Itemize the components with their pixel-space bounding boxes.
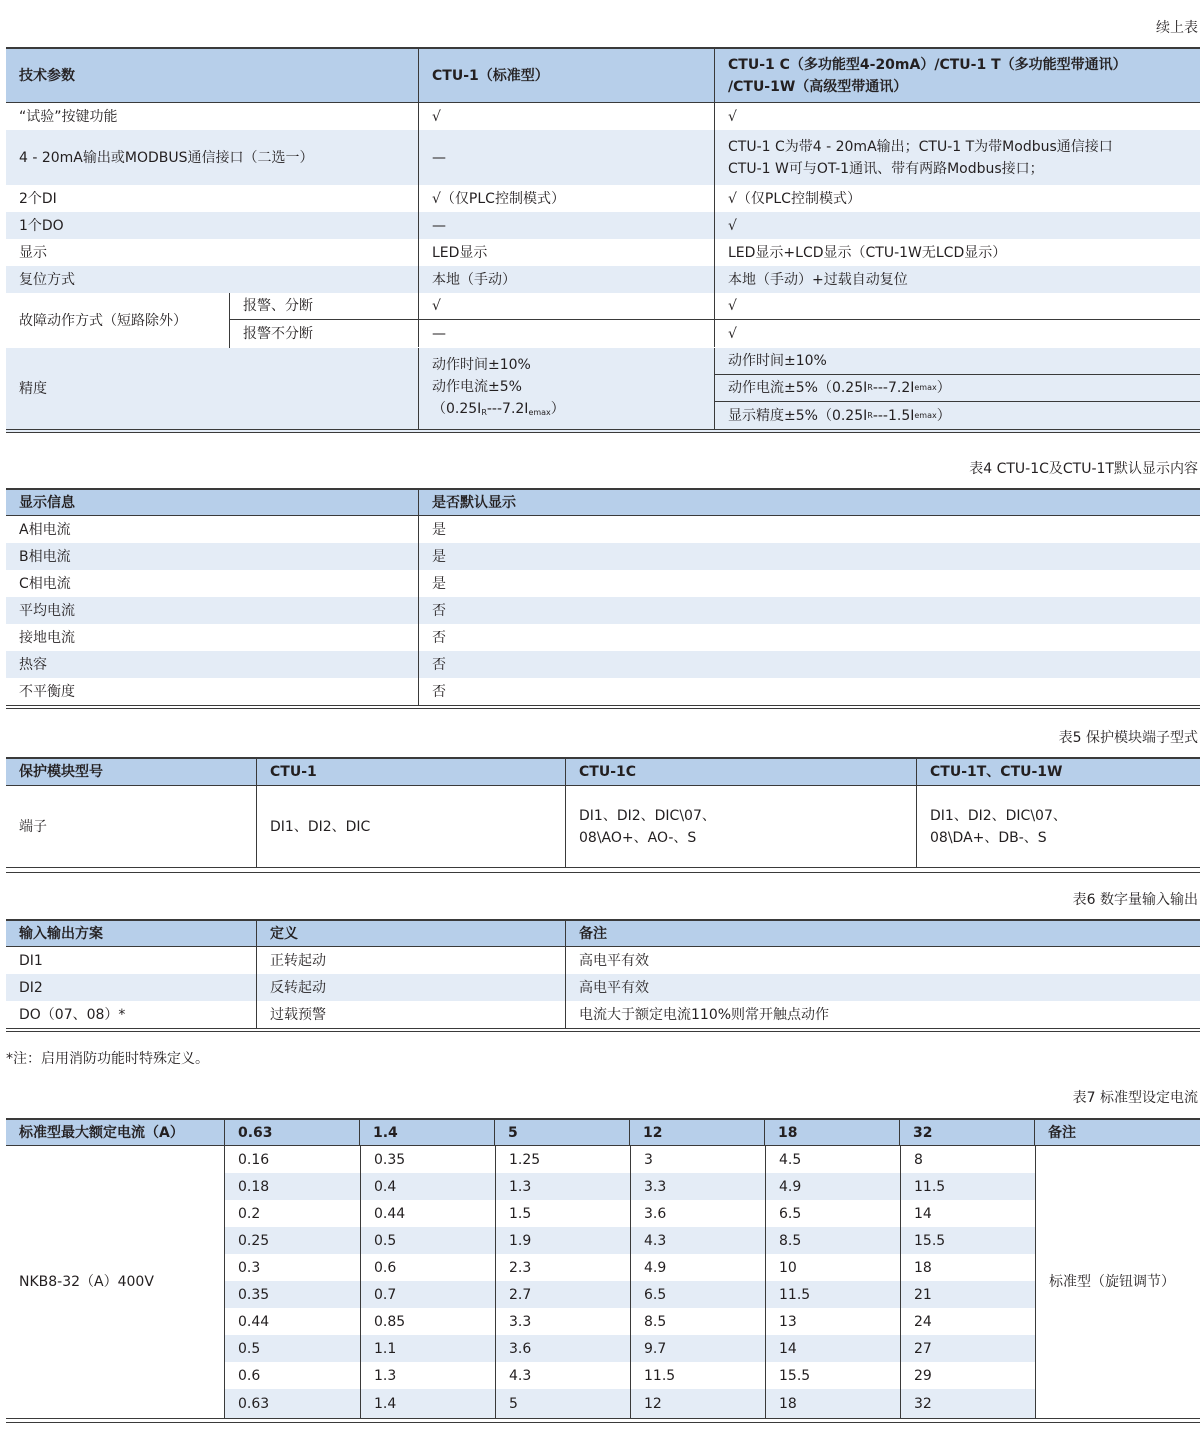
divider — [6, 1419, 1200, 1423]
value-cell: 1.5 — [495, 1200, 630, 1227]
definition-cell: 反转起动 — [256, 974, 565, 1001]
table-row — [6, 130, 1200, 185]
table-header — [6, 919, 1200, 947]
value-cell: 是 — [418, 570, 1200, 597]
value-cell: 12 — [630, 1389, 765, 1418]
param-cell: 2个DI — [19, 190, 57, 207]
scheme-cell: DI2 — [19, 979, 43, 996]
header-cell: 保护模块型号 — [19, 764, 103, 780]
adv-cell: √ — [714, 320, 1200, 347]
value-cell: 6.5 — [630, 1281, 765, 1308]
value-cell: 8 — [900, 1146, 1035, 1173]
value-cell: 0.44 — [360, 1200, 495, 1227]
value-cell: 0.25 — [238, 1232, 270, 1249]
value-cell: 13 — [765, 1308, 900, 1335]
value-cell: 14 — [900, 1200, 1035, 1227]
table-row — [6, 239, 1200, 266]
value-cell: 0.6 — [360, 1254, 495, 1281]
table-row — [225, 1227, 1035, 1254]
adv-cell: √ — [714, 293, 1200, 319]
terminal-cell: DI1、DI2、DIC — [256, 786, 565, 867]
definition-cell: 正转起动 — [256, 947, 565, 974]
header-cell: 5 — [494, 1120, 629, 1145]
table-row — [6, 103, 1200, 130]
info-cell: 热容 — [19, 656, 47, 673]
param-cell: 1个DO — [19, 217, 64, 234]
remark-cell: 高电平有效 — [565, 974, 1200, 1001]
value-cell: 6.5 — [765, 1200, 900, 1227]
table-row — [225, 1200, 1035, 1227]
header-cell: CTU-1 — [256, 759, 565, 785]
adv-cell: LED显示+LCD显示（CTU-1W无LCD显示） — [714, 239, 1200, 266]
std-cell: √（仅PLC控制模式） — [418, 185, 714, 212]
value-cell: 3.6 — [495, 1335, 630, 1362]
table5 — [6, 757, 1200, 873]
terminal-cell: DI1、DI2、DIC\07、 08\DA+、DB-、S — [916, 786, 1200, 867]
header-cell: 12 — [629, 1120, 764, 1145]
value-cell: 4.3 — [495, 1362, 630, 1389]
value-cell: 15.5 — [765, 1362, 900, 1389]
adv-line: 动作时间±10% — [715, 348, 1200, 375]
value-cell: 8.5 — [630, 1308, 765, 1335]
table4 — [6, 488, 1200, 709]
value-cell: 0.44 — [238, 1313, 270, 1330]
info-cell: 平均电流 — [19, 602, 75, 619]
header-cell: 备注 — [1034, 1120, 1200, 1145]
value-cell: 11.5 — [765, 1281, 900, 1308]
value-cell: 1.4 — [360, 1389, 495, 1418]
value-cell: 27 — [900, 1335, 1035, 1362]
header-cell: 18 — [764, 1120, 899, 1145]
value-cell: 0.5 — [360, 1227, 495, 1254]
value-cell: 0.16 — [238, 1151, 270, 1168]
param-cell: 复位方式 — [19, 271, 75, 288]
value-cell: 4.3 — [630, 1227, 765, 1254]
value-cell: 4.9 — [630, 1254, 765, 1281]
header-cell: 标准型最大额定电流（A） — [19, 1124, 184, 1141]
table-row — [6, 786, 1200, 868]
adv-cell: CTU-1 C为带4 - 20mA输出；CTU-1 T为带Modbus通信接口 CTU-1 W可与OT-1通讯、带有两路Modbus接口； — [714, 130, 1200, 185]
value-cell: 15.5 — [900, 1227, 1035, 1254]
table-row — [6, 678, 1200, 709]
table-row — [6, 1001, 1200, 1032]
value-cell: 18 — [900, 1254, 1035, 1281]
value-cell: 8.5 — [765, 1227, 900, 1254]
value-cell: 4.5 — [765, 1146, 900, 1173]
value-cell: 5 — [495, 1389, 630, 1418]
header-cell: 显示信息 — [19, 494, 75, 511]
table-row — [6, 597, 1200, 624]
param-cell: 4 - 20mA输出或MODBUS通信接口（二选一） — [19, 149, 314, 166]
scheme-cell: DI1 — [19, 952, 43, 969]
std-cell: √ — [418, 293, 714, 319]
value-cell: 21 — [900, 1281, 1035, 1308]
header-cell: 输入输出方案 — [19, 925, 103, 942]
value-cell: 14 — [765, 1335, 900, 1362]
table-header — [6, 488, 1200, 516]
std-cell: LED显示 — [418, 239, 714, 266]
table7 — [6, 1118, 1200, 1423]
value-cell: 11.5 — [900, 1173, 1035, 1200]
header-cell: 1.4 — [359, 1120, 494, 1145]
table-row — [225, 1308, 1035, 1335]
value-cell: 0.6 — [238, 1367, 261, 1384]
table6 — [6, 919, 1200, 1032]
table-row — [6, 516, 1200, 543]
std-cell: 动作时间±10% 动作电流±5% $(0.25I_R---7.2I_{emax})$ — [418, 348, 714, 429]
header-cell: CTU-1 C（多功能型4-20mA）/CTU-1 T（多功能型带通讯） /CTU-1W（高级型带通讯） — [714, 49, 1200, 102]
value-cell: 24 — [900, 1308, 1035, 1335]
info-cell: 接地电流 — [19, 629, 75, 646]
table-row — [6, 185, 1200, 212]
std-cell: — — [418, 212, 714, 239]
value-cell: 0.4 — [360, 1173, 495, 1200]
remark-cell: 高电平有效 — [565, 947, 1200, 974]
table6-note: *注：启用消防功能时特殊定义。 — [6, 1051, 209, 1067]
table-row — [225, 1335, 1035, 1362]
value-cell: 0.3 — [238, 1259, 261, 1276]
divider — [6, 868, 1200, 873]
definition-cell: 过载预警 — [256, 1001, 565, 1028]
adv-cell: 本地（手动）+过载自动复位 — [714, 266, 1200, 293]
table-row — [225, 1389, 1035, 1418]
table-row — [225, 1281, 1035, 1308]
adv-cell: √（仅PLC控制模式） — [714, 185, 1200, 212]
table-header — [6, 757, 1200, 786]
std-cell: — — [418, 130, 714, 185]
header-cell: CTU-1C — [565, 759, 916, 785]
adv-cell: √ — [714, 212, 1200, 239]
info-cell: B相电流 — [19, 548, 71, 565]
value-cell: 1.1 — [360, 1335, 495, 1362]
table4-caption: 表4 CTU-1C及CTU-1T默认显示内容 — [969, 461, 1198, 477]
precision-row — [6, 348, 1200, 433]
model-cell: NKB8-32（A）400V — [19, 1274, 154, 1290]
value-cell: 0.85 — [360, 1308, 495, 1335]
table3 — [6, 47, 1200, 433]
fault-row-group — [6, 293, 1200, 348]
value-cell: 3.3 — [630, 1173, 765, 1200]
adv-line: 动作电流±5%（0.25I R ---7.2I emax ） — [715, 375, 1200, 402]
header-cell: CTU-1（标准型） — [418, 49, 714, 102]
table6-caption: 表6 数字量输入输出 — [1072, 892, 1198, 908]
table-header — [6, 47, 1200, 103]
table-row — [6, 212, 1200, 239]
value-cell: 32 — [900, 1389, 1035, 1418]
remark-cell: 标准型（旋钮调节） — [1035, 1146, 1200, 1418]
terminal-cell: DI1、DI2、DIC\07、 08\AO+、AO-、S — [565, 786, 916, 867]
sub-param-cell: 报警不分断 — [243, 325, 313, 342]
param-cell: 精度 — [19, 380, 47, 397]
value-cell: 2.7 — [495, 1281, 630, 1308]
label-cell: 端子 — [19, 818, 47, 835]
value-cell: 否 — [418, 624, 1200, 651]
value-cell: 0.63 — [238, 1395, 270, 1412]
std-cell: — — [418, 320, 714, 347]
table5-caption: 表5 保护模块端子型式 — [1058, 730, 1198, 746]
adv-line: 显示精度±5%（0.25I R ---1.5I emax ） — [728, 407, 951, 424]
value-grid — [224, 1146, 1035, 1418]
table-row — [6, 266, 1200, 293]
table-row — [225, 1173, 1035, 1200]
param-cell: “试验”按键功能 — [19, 108, 118, 125]
value-cell: 0.7 — [360, 1281, 495, 1308]
adv-cell: √ — [714, 103, 1200, 130]
value-cell: 3.3 — [495, 1308, 630, 1335]
value-cell: 0.35 — [238, 1286, 270, 1303]
value-cell: 2.3 — [495, 1254, 630, 1281]
table-row — [230, 320, 1200, 347]
value-cell: 否 — [418, 651, 1200, 678]
header-cell: 备注 — [565, 921, 1200, 946]
value-cell: 是 — [418, 516, 1200, 543]
table-row — [6, 651, 1200, 678]
info-cell: A相电流 — [19, 521, 71, 538]
value-cell: 否 — [418, 678, 1200, 705]
value-cell: 18 — [765, 1389, 900, 1418]
adv-cell — [714, 348, 1200, 429]
value-cell: 3.6 — [630, 1200, 765, 1227]
header-cell: 技术参数 — [19, 67, 75, 84]
header-cell: 32 — [899, 1120, 1034, 1145]
value-cell: 4.9 — [765, 1173, 900, 1200]
table-row — [6, 570, 1200, 597]
value-cell: 1.9 — [495, 1227, 630, 1254]
value-cell: 0.2 — [238, 1205, 261, 1222]
header-cell: 0.63 — [224, 1120, 359, 1145]
table-row — [6, 543, 1200, 570]
value-cell: 1.25 — [495, 1146, 630, 1173]
value-cell: 3 — [630, 1146, 765, 1173]
param-cell: 显示 — [19, 244, 47, 261]
table-row — [225, 1362, 1035, 1389]
value-cell: 29 — [900, 1362, 1035, 1389]
sub-param-cell: 报警、分断 — [243, 298, 313, 314]
table-row — [230, 293, 1200, 320]
table-row — [225, 1254, 1035, 1281]
std-cell: √ — [418, 103, 714, 130]
param-cell: 故障动作方式（短路除外） — [19, 312, 187, 329]
table7-caption: 表7 标准型设定电流 — [1072, 1090, 1198, 1106]
value-cell: 9.7 — [630, 1335, 765, 1362]
std-cell: 本地（手动） — [418, 266, 714, 293]
header-cell: 定义 — [256, 921, 565, 946]
value-cell: 0.18 — [238, 1178, 270, 1195]
table-row — [225, 1146, 1035, 1173]
value-cell: 10 — [765, 1254, 900, 1281]
value-cell: 11.5 — [630, 1362, 765, 1389]
value-cell: 1.3 — [360, 1362, 495, 1389]
remark-cell: 电流大于额定电流110%则常开触点动作 — [565, 1001, 1200, 1028]
value-cell: 1.3 — [495, 1173, 630, 1200]
info-cell: 不平衡度 — [19, 683, 75, 700]
table-row — [6, 624, 1200, 651]
table-header — [6, 1118, 1200, 1146]
info-cell: C相电流 — [19, 575, 71, 592]
value-cell: 是 — [418, 543, 1200, 570]
header-cell: CTU-1T、CTU-1W — [916, 759, 1200, 785]
value-cell: 0.35 — [360, 1146, 495, 1173]
scheme-cell: DO（07、08）* — [19, 1006, 126, 1023]
value-cell: 否 — [418, 597, 1200, 624]
table-row — [6, 947, 1200, 974]
table7-body — [6, 1146, 1200, 1419]
value-cell: 0.5 — [238, 1340, 261, 1357]
header-cell: 是否默认显示 — [418, 490, 1200, 515]
table3-caption: 续上表 — [1156, 20, 1198, 36]
table-row — [6, 974, 1200, 1001]
